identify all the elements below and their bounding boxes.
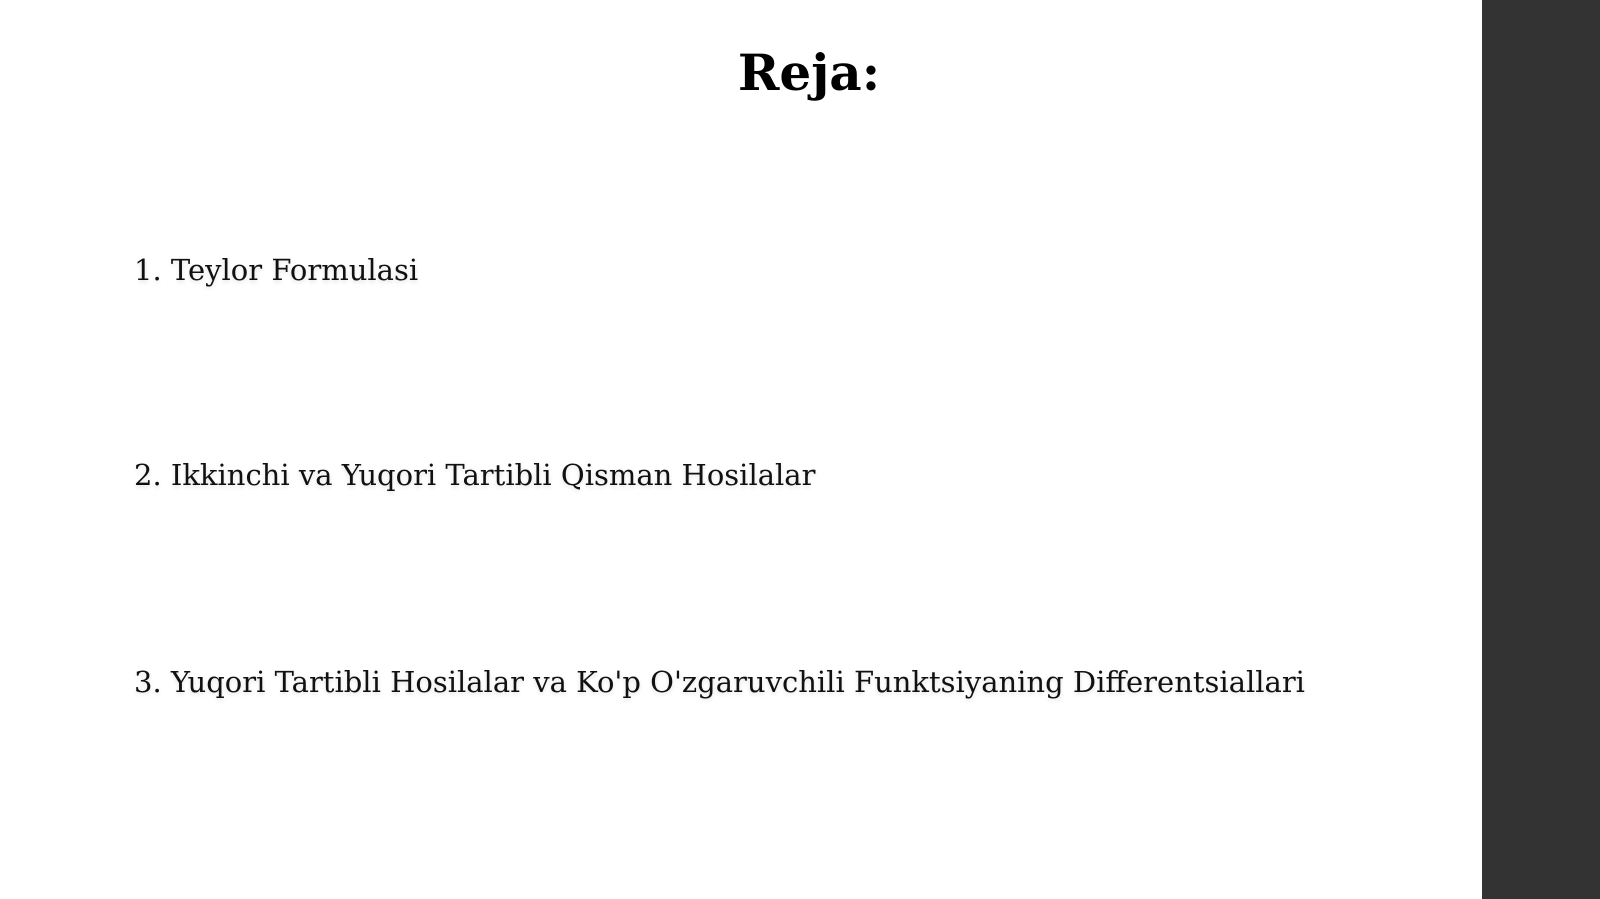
slide-title: Reja: — [737, 43, 881, 102]
plan-item-3: 3. Yuqori Tartibli Hosilalar va Ko'p O'zgaruvchili Funktsiyaning Differentsiallari — [134, 665, 1305, 699]
plan-item-2: 2. Ikkinchi va Yuqori Tartibli Qisman Hosilalar — [134, 458, 816, 492]
plan-item-1: 1. Teylor Formulasi — [134, 253, 419, 287]
dark-side-bar — [1482, 0, 1600, 899]
